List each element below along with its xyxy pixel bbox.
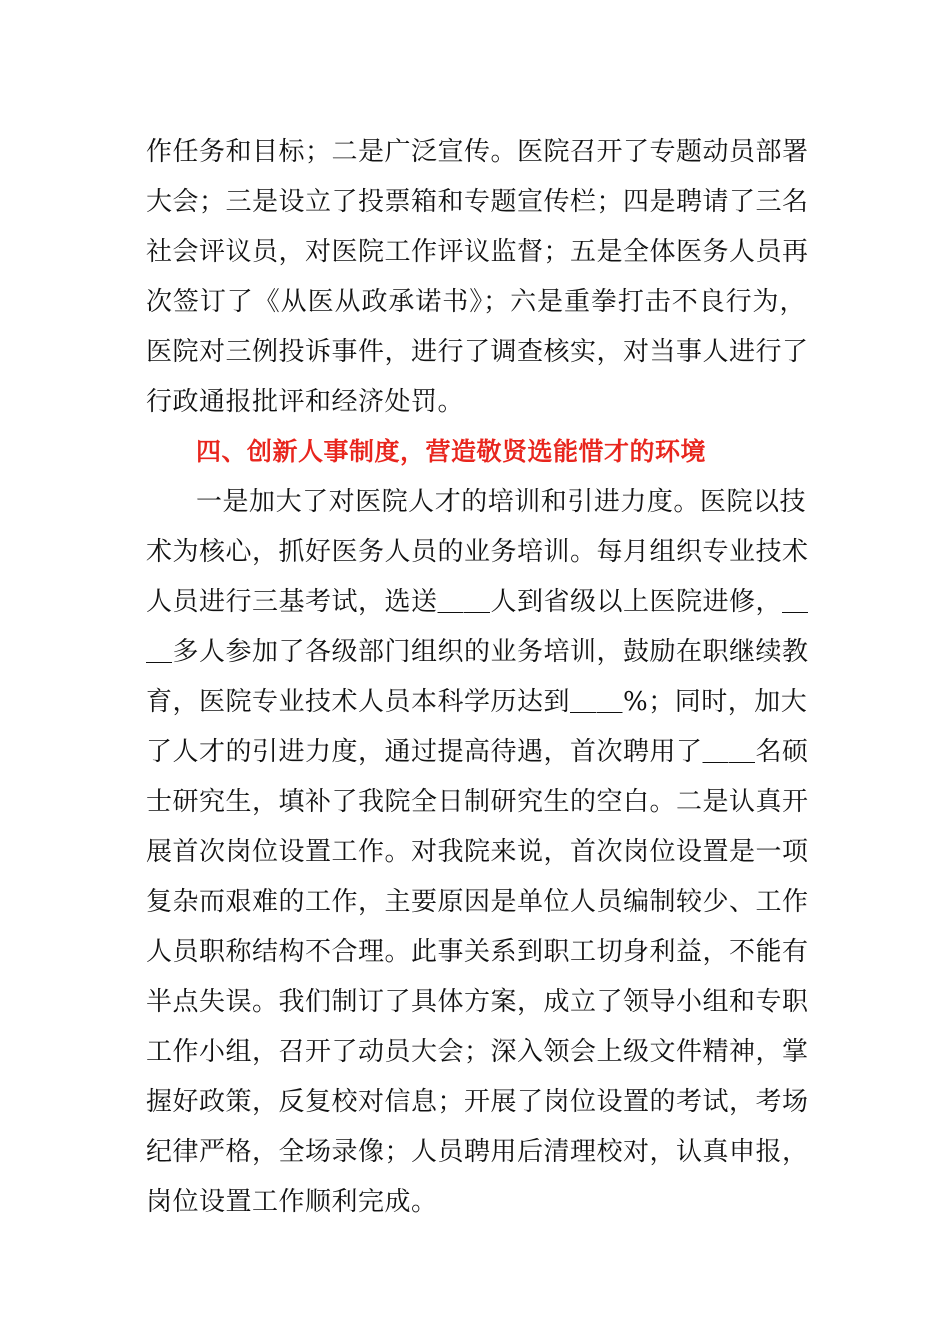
paragraph2-line: 育，医院专业技术人员本科学历达到＿＿%；同时，加大 <box>146 687 808 717</box>
paragraph2-line: ＿多人参加了各级部门组织的业务培训，鼓励在职继续教 <box>146 637 809 667</box>
paragraph1-line: 次签订了《从医从政承诺书》；六是重拳打击不良行为， <box>146 287 806 317</box>
paragraph2-line: 人员进行三基考试，选送＿＿人到省级以上医院进修，＿ <box>146 587 809 617</box>
section-heading: 四、创新人事制度，营造敬贤选能惜才的环境 <box>196 437 707 466</box>
paragraph2-line: 半点失误。我们制订了具体方案，成立了领导小组和专职 <box>146 987 809 1017</box>
paragraph1-line: 社会评议员，对医院工作评议监督；五是全体医务人员再 <box>146 237 809 267</box>
paragraph2-line: 握好政策，反复校对信息；开展了岗位设置的考试，考场 <box>146 1087 809 1117</box>
paragraph1-line: 大会；三是设立了投票箱和专题宣传栏；四是聘请了三名 <box>146 187 809 217</box>
paragraph2-line: 了人才的引进力度，通过提高待遇，首次聘用了＿＿名硕 <box>146 737 809 767</box>
paragraph2-line: 人员职称结构不合理。此事关系到职工切身利益，不能有 <box>146 937 809 967</box>
paragraph2-line: 一是加大了对医院人才的培训和引进力度。医院以技 <box>196 487 806 517</box>
paragraph2-line: 复杂而艰难的工作，主要原因是单位人员编制较少、工作 <box>146 887 809 917</box>
paragraph2-line: 展首次岗位设置工作。对我院来说，首次岗位设置是一项 <box>146 837 809 867</box>
paragraph2-line: 工作小组，召开了动员大会；深入领会上级文件精神，掌 <box>146 1037 809 1067</box>
paragraph1-line: 作任务和目标；二是广泛宣传。医院召开了专题动员部署 <box>146 137 809 167</box>
paragraph2-line: 岗位设置工作顺利完成。 <box>146 1187 438 1217</box>
paragraph2-line: 纪律严格，全场录像；人员聘用后清理校对，认真申报， <box>146 1137 809 1167</box>
paragraph1-line: 行政通报批评和经济处罚。 <box>146 387 465 417</box>
paragraph2-line: 术为核心，抓好医务人员的业务培训。每月组织专业技术 <box>146 537 809 567</box>
paragraph2-line: 士研究生，填补了我院全日制研究生的空白。二是认真开 <box>146 787 809 817</box>
paragraph1-line: 医院对三例投诉事件，进行了调查核实，对当事人进行了 <box>146 337 809 367</box>
